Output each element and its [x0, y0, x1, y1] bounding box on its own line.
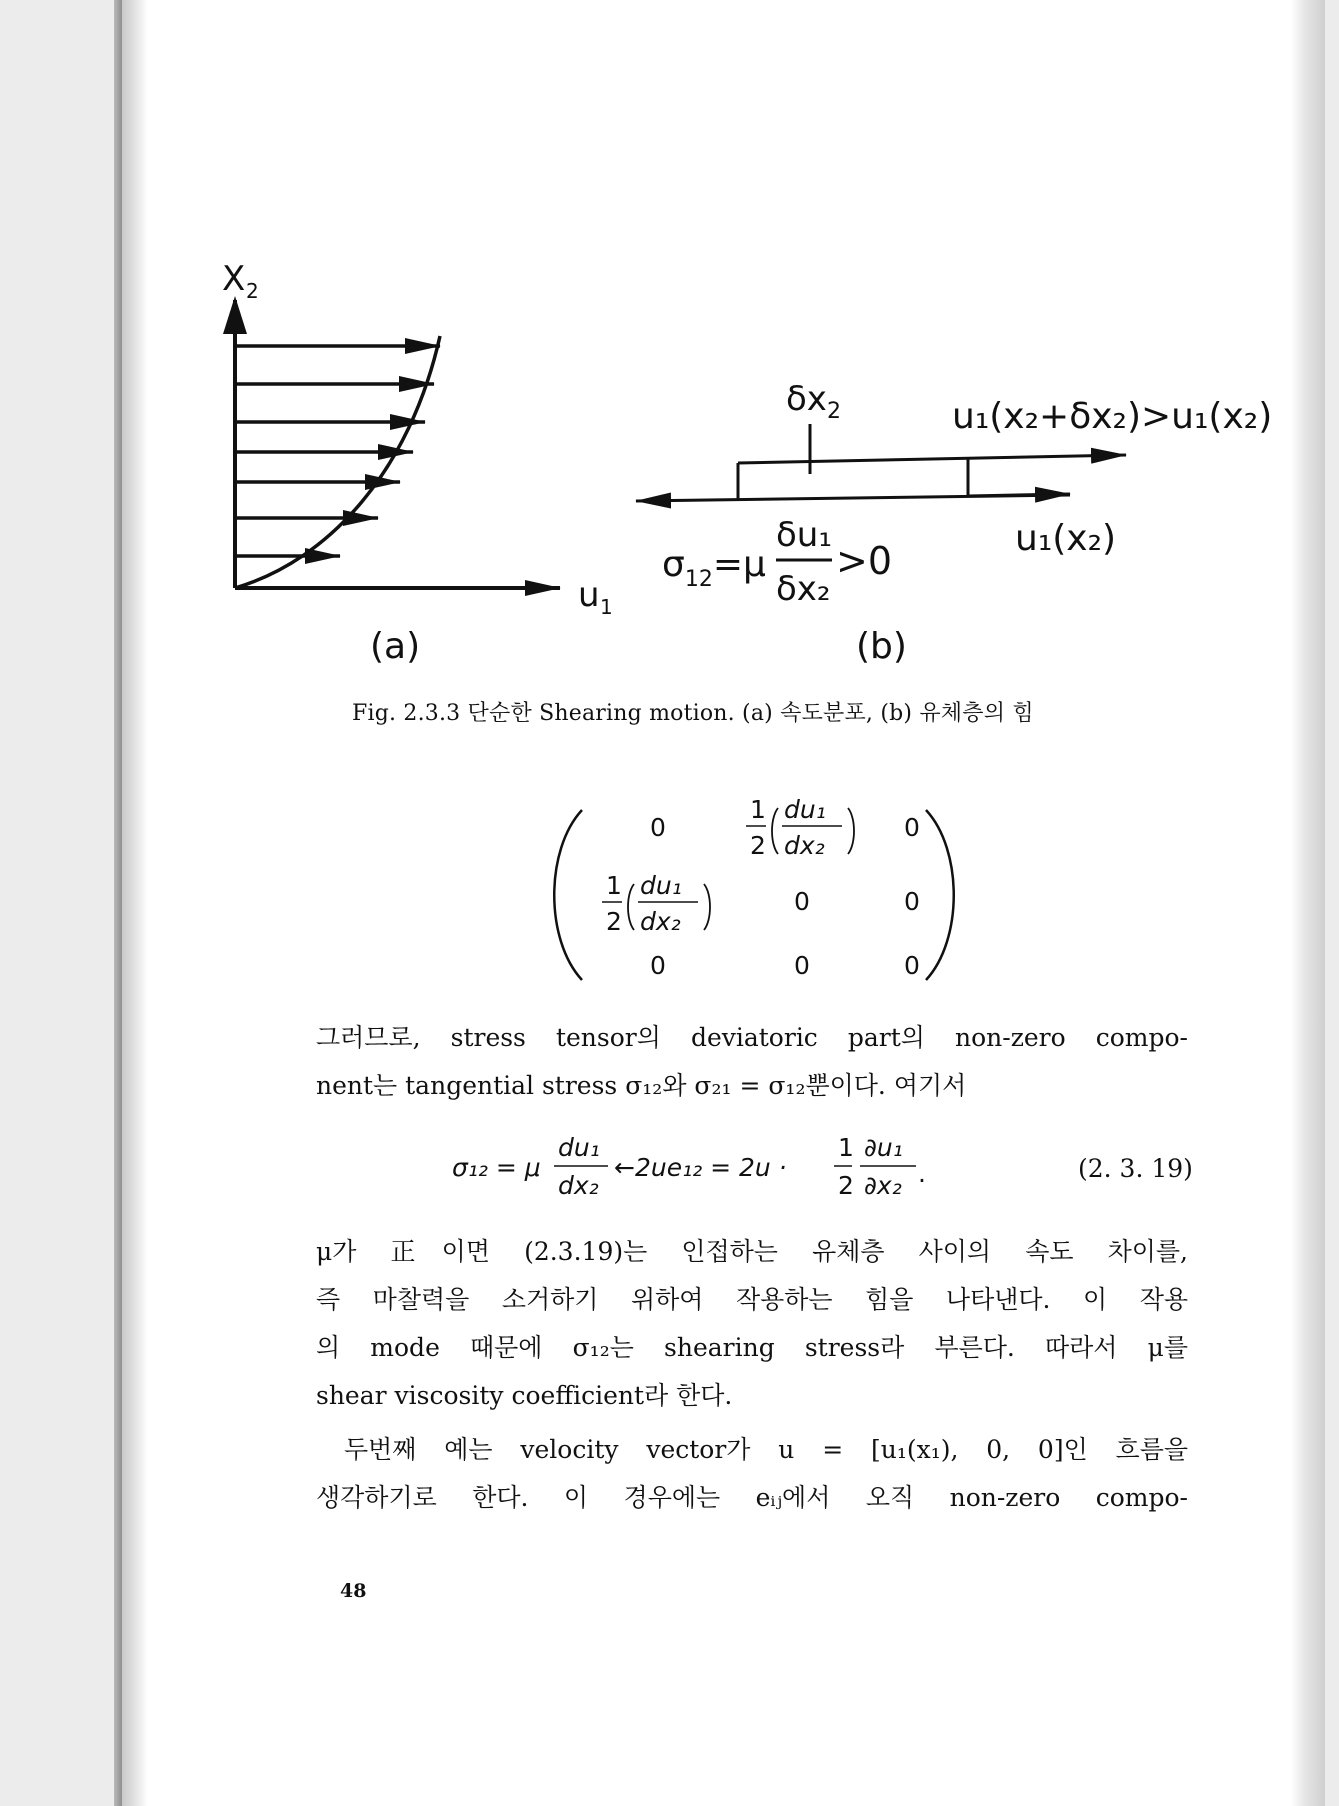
svg-text:2: 2 — [750, 831, 766, 860]
eq-middle: ←2ue₁₂ = 2u · — [614, 1153, 787, 1182]
matrix-cell-22: 0 — [794, 887, 810, 916]
stress-rhs: >0 — [836, 539, 893, 583]
strain-rate-matrix — [0, 770, 1339, 1000]
u1-axis-label-sub: 1 — [600, 595, 613, 619]
eq-frac1-num: du₁ — [558, 1133, 600, 1162]
paragraph-3-line-2: 생각하기로 한다. 이 경우에는 eᵢⱼ에서 오직 non-zero compo- — [316, 1483, 1188, 1512]
svg-text:1: 1 — [606, 871, 622, 900]
paragraph-2-line-4: shear viscosity coefficient라 한다. — [316, 1381, 733, 1410]
stress-lhs: $\sigma_{12}=\mu$ — [662, 544, 766, 592]
svg-text:dx₂: dx₂ — [784, 831, 825, 860]
shearing-figure — [0, 0, 1339, 680]
matrix-cell-23: 0 — [904, 887, 920, 916]
svg-text:du₁: du₁ — [640, 871, 682, 900]
matrix-cell-12 — [746, 795, 854, 860]
paragraph-2-line-3: 의 mode 때문에 σ₁₂는 shearing stress라 부른다. 따라서 μ를 — [316, 1333, 1188, 1362]
panel-a-label: (a) — [370, 626, 421, 667]
velocity-profile-arrows — [235, 346, 440, 556]
panel-b — [636, 379, 1272, 667]
eq-frac3-num: ∂u₁ — [864, 1133, 903, 1162]
paragraph-1 — [316, 1014, 1188, 1110]
delta-x2-label: $\delta x_2$ — [786, 379, 841, 424]
x2-axis-arrowhead — [223, 296, 247, 334]
x2-axis-label-sub: 2 — [246, 279, 259, 303]
eq-frac2-den: 2 — [838, 1171, 854, 1200]
stress-numerator: δu₁ — [776, 515, 832, 555]
paragraph-1-line-2: nent는 tangential stress σ₁₂와 σ₂₁ = σ₁₂뿐이다. 여기서 — [316, 1071, 967, 1100]
matrix-cell-33: 0 — [904, 951, 920, 980]
stress-denominator: δx₂ — [776, 569, 831, 609]
upper-velocity-label: u₁(x₂+δx₂)>u₁(x₂) — [952, 396, 1273, 437]
eq-frac1-den: dx₂ — [558, 1171, 599, 1200]
upper-layer-line — [738, 455, 1126, 463]
paragraph-2-line-2: 즉 마찰력을 소거하기 위하여 작용하는 힘을 나타낸다. 이 작용 — [316, 1285, 1188, 1314]
lower-forward-arrow — [968, 494, 1070, 496]
paragraph-1-line-1: 그러므로, stress tensor의 deviatoric part의 non-zero compo- — [316, 1023, 1188, 1052]
equation-number: (2. 3. 19) — [1078, 1154, 1193, 1183]
eq-end: . — [918, 1159, 926, 1188]
eq-lhs: σ₁₂ = μ — [452, 1153, 541, 1182]
matrix-left-paren — [554, 810, 582, 980]
matrix-cell-13: 0 — [904, 813, 920, 842]
paragraph-3-line-1: 두번째 예는 velocity vector가 u = [u₁(x₁), 0, 0]인 흐름을 — [344, 1435, 1188, 1464]
matrix-cell-21 — [602, 871, 710, 936]
u1-axis-label: u — [578, 575, 600, 615]
lower-velocity-label: u₁(x₂) — [1015, 518, 1117, 559]
svg-text:1: 1 — [750, 795, 766, 824]
matrix-right-paren — [926, 810, 954, 980]
x2-axis-label: X — [222, 259, 246, 299]
panel-a — [222, 259, 613, 667]
matrix-cell-31: 0 — [650, 951, 666, 980]
paragraph-3 — [316, 1426, 1188, 1522]
figure-caption: Fig. 2.3.3 단순한 Shearing motion. (a) 속도분포, (b) 유체층의 힘 — [352, 701, 1034, 726]
paragraph-2-line-1: μ가 正이면 (2.3.19)는 인접하는 유체층 사이의 속도 차이를, — [316, 1237, 1188, 1266]
svg-text:du₁: du₁ — [784, 795, 826, 824]
panel-b-label: (b) — [856, 626, 907, 667]
matrix-cell-11: 0 — [650, 813, 666, 842]
eq-frac3-den: ∂x₂ — [864, 1171, 902, 1200]
paragraph-2 — [316, 1228, 1188, 1420]
velocity-profile-curve — [235, 336, 440, 588]
svg-text:dx₂: dx₂ — [640, 907, 681, 936]
svg-text:2: 2 — [606, 907, 622, 936]
page-number: 48 — [340, 1580, 367, 1602]
eq-frac2-num: 1 — [838, 1133, 854, 1162]
matrix-cell-32: 0 — [794, 951, 810, 980]
